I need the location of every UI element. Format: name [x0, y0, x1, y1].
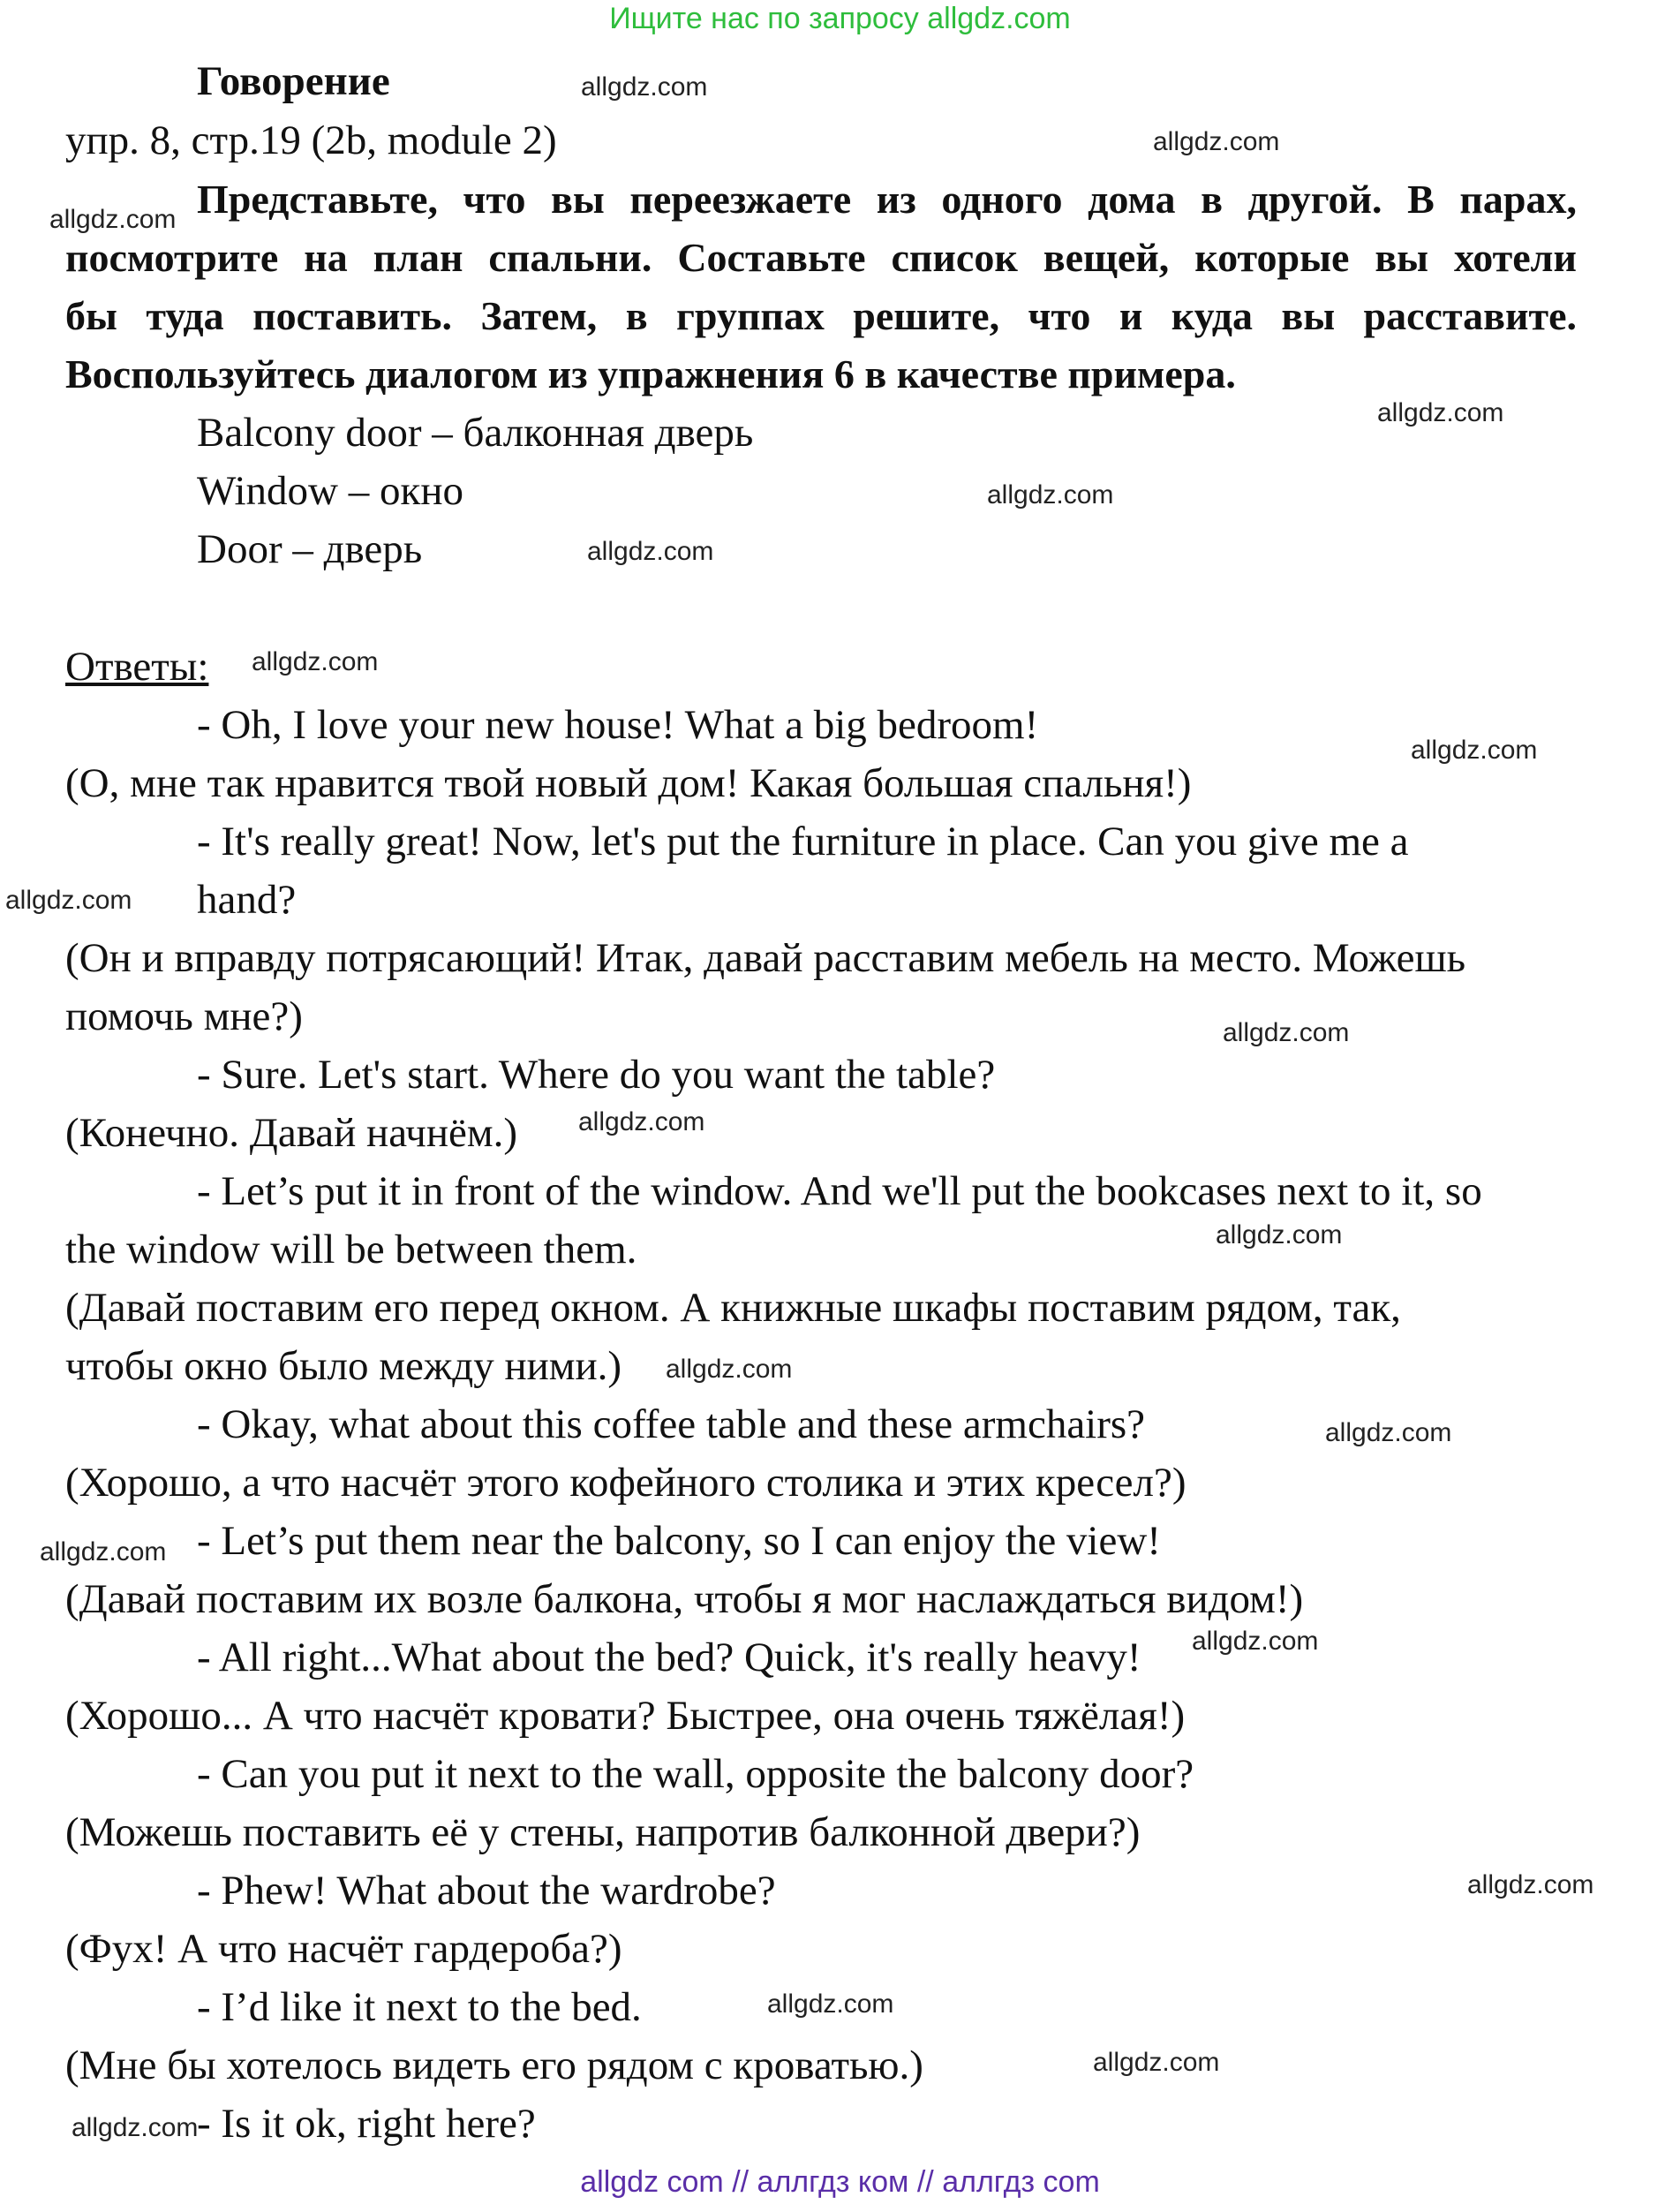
- watermark: allgdz.com: [987, 480, 1114, 510]
- top-search-banner: Ищите нас по запросу allgdz.com: [609, 2, 1071, 35]
- answers-label: Ответы:: [65, 644, 209, 690]
- dialogue-translation: (Фух! А что насчёт гардероба?): [65, 1926, 622, 1972]
- watermark: allgdz.com: [1411, 736, 1538, 765]
- task-line: бы туда поставить. Затем, в группах решите, что и куда вы расставите.: [65, 293, 1577, 338]
- dialogue-line: - It's really great! Now, let's put the furniture in place. Can you give me a: [197, 819, 1409, 864]
- watermark: allgdz.com: [1223, 1018, 1350, 1047]
- dialogue-line: - Let’s put them near the balcony, so I can enjoy the view!: [197, 1518, 1161, 1564]
- watermark: allgdz.com: [578, 1107, 705, 1136]
- dialogue-line: hand?: [197, 877, 297, 923]
- watermark: allgdz.com: [49, 205, 177, 234]
- dialogue-translation: (О, мне так нравится твой новый дом! Какая большая спальня!): [65, 760, 1192, 806]
- task-line: Представьте, что вы переезжаете из одного дома в другой. В парах,: [197, 177, 1577, 222]
- task-line: Воспользуйтесь диалогом из упражнения 6 в качестве примера.: [65, 351, 1236, 396]
- watermark: allgdz.com: [1325, 1418, 1452, 1447]
- dialogue-translation: (Можешь поставить её у стены, напротив балконной двери?): [65, 1809, 1141, 1855]
- watermark: allgdz.com: [1467, 1870, 1594, 1899]
- dialogue-line: - All right...What about the bed? Quick, it's really heavy!: [197, 1634, 1141, 1680]
- dialogue-translation: (Конечно. Давай начнём.): [65, 1110, 517, 1156]
- watermark: allgdz.com: [252, 647, 379, 676]
- dialogue-line: - Phew! What about the wardrobe?: [197, 1868, 776, 1914]
- watermark: allgdz.com: [767, 1989, 894, 2019]
- dialogue-line: - Oh, I love your new house! What a big bedroom!: [197, 702, 1039, 748]
- dialogue-translation: (Давай поставим его перед окном. А книжные шкафы поставим рядом, так,: [65, 1285, 1401, 1331]
- watermark: allgdz.com: [5, 886, 132, 915]
- watermark: allgdz.com: [581, 72, 708, 102]
- watermark: allgdz.com: [1153, 127, 1280, 156]
- watermark: allgdz.com: [1192, 1627, 1319, 1656]
- watermark: allgdz.com: [666, 1355, 793, 1384]
- dialogue-translation: помочь мне?): [65, 993, 303, 1039]
- vocab-item: Door – дверь: [197, 526, 423, 572]
- dialogue-line: the window will be between them.: [65, 1227, 637, 1272]
- watermark: allgdz.com: [1377, 398, 1504, 427]
- vocab-item: Window – окно: [197, 468, 463, 514]
- watermark: allgdz.com: [40, 1537, 167, 1567]
- dialogue-translation: (Хорошо, а что насчёт этого кофейного столика и этих кресел?): [65, 1460, 1187, 1506]
- exercise-reference: упр. 8, стр.19 (2b, module 2): [65, 117, 557, 163]
- dialogue-line: - Can you put it next to the wall, opposite the balcony door?: [197, 1751, 1194, 1797]
- watermark: allgdz.com: [1216, 1220, 1343, 1249]
- dialogue-line: - Sure. Let's start. Where do you want the table?: [197, 1052, 996, 1098]
- dialogue-line: - Okay, what about this coffee table and these armchairs?: [197, 1401, 1146, 1447]
- dialogue-line: - I’d like it next to the bed.: [197, 1984, 642, 2030]
- dialogue-line: - Let’s put it in front of the window. And we'll put the bookcases next to it, so: [197, 1168, 1482, 1214]
- task-line: посмотрите на план спальни. Составьте список вещей, которые вы хотели: [65, 235, 1577, 280]
- dialogue-translation: (Мне бы хотелось видеть его рядом с кроватью.): [65, 2042, 923, 2088]
- footer-links: allgdz com // аллгдз ком // аллгдз com: [580, 2165, 1100, 2199]
- dialogue-translation: (Хорошо... А что насчёт кровати? Быстрее, она очень тяжёлая!): [65, 1693, 1186, 1739]
- watermark: allgdz.com: [72, 2113, 199, 2142]
- dialogue-line: - Is it ok, right here?: [197, 2101, 536, 2147]
- dialogue-translation: (Давай поставим их возле балкона, чтобы я мог наслаждаться видом!): [65, 1576, 1304, 1622]
- watermark: allgdz.com: [587, 537, 714, 566]
- section-title: Говорение: [197, 58, 390, 104]
- dialogue-translation: чтобы окно было между ними.): [65, 1343, 622, 1389]
- dialogue-translation: (Он и вправду потрясающий! Итак, давай расставим мебель на место. Можешь: [65, 935, 1466, 981]
- watermark: allgdz.com: [1093, 2048, 1220, 2077]
- vocab-item: Balcony door – балконная дверь: [197, 410, 754, 456]
